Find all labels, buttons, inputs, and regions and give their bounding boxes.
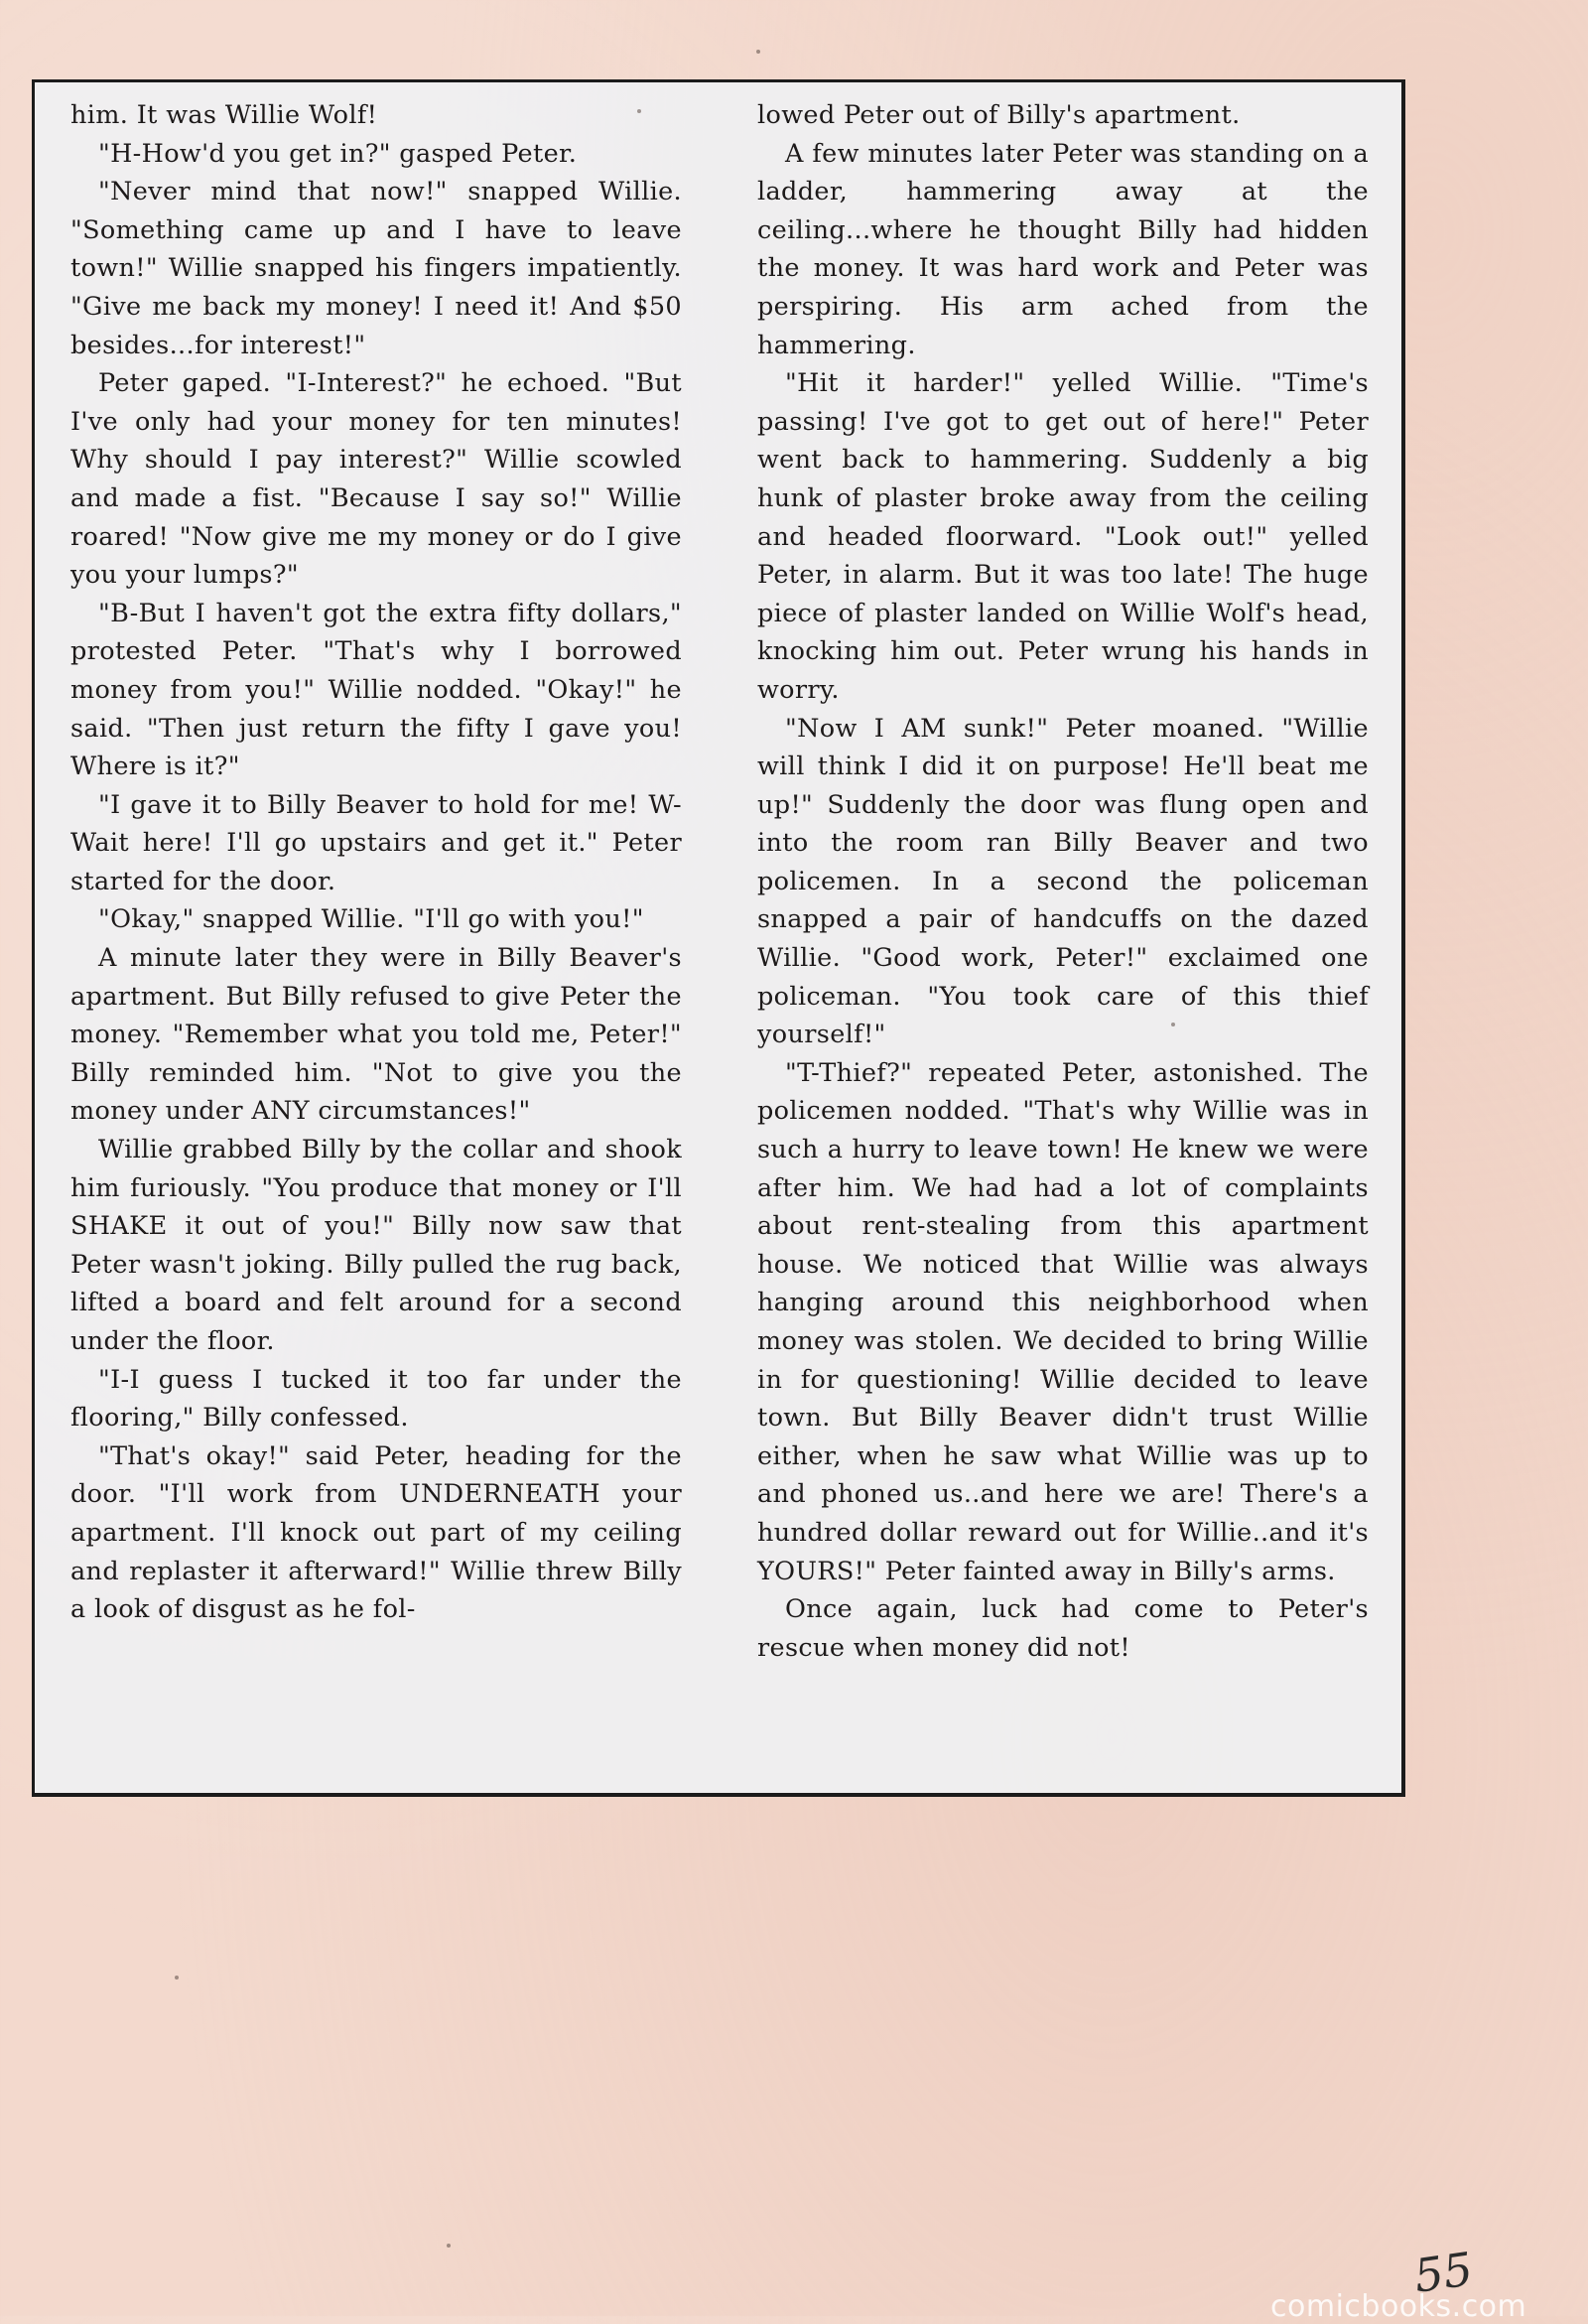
paragraph: Willie grabbed Billy by the collar and shook him furiously. "You produce that money or I'll SHAKE it out of you!" Billy now saw that Peter wasn't joking. Billy pulled the rug back, lifted a board and felt around for a second under the floor. [70, 1135, 682, 1356]
paragraph: "H-How'd you get in?" gasped Peter. [98, 138, 578, 169]
story-column-right [757, 96, 1369, 1667]
story-column-left [70, 96, 682, 1629]
page-number: 55 [1410, 2242, 1477, 2303]
paragraph: him. It was Willie Wolf! [70, 100, 378, 130]
paragraph: "T-Thief?" repeated Peter, astonished. The policemen nodded. "That's why Willie was in such a hurry to leave town! He knew we were after him. We had had a lot of complaints about rent-stealing from this apartment house. We noticed that Willie was always hanging around this neighborhood when money was stolen. We decided to bring Willie in for questioning! Willie decided to leave town. But Billy Beaver didn't trust Willie either, when he saw what Willie was up to and phoned us..and here we are! There's a hundred dollar reward out for Willie..and it's YOURS!" Peter fainted away in Billy's arms. [757, 1057, 1369, 1586]
paragraph: "B-But I haven't got the extra fifty dollars," protested Peter. "That's why I borrowed money from you!" Willie nodded. "Okay!" he said. "Then just return the fifty I gave you! Where is it?" [70, 598, 682, 782]
story-text-box [32, 79, 1405, 1797]
watermark: comicbooks.com [1270, 2289, 1527, 2324]
paragraph: Peter gaped. "I-Interest?" he echoed. "But I've only had your money for ten minutes! Why should I pay interest?" Willie scowled and made a fist. "Because I say so!" Willie roared! "Now give me my money or do I give you your lumps?" [70, 368, 682, 591]
paragraph: "Hit it harder!" yelled Willie. "Time's passing! I've got to get out of here!" Peter went back to hammering. Suddenly a big hunk of plaster broke away from the ceiling and headed floorward. "Look out!" yelled Peter, in alarm. But it was too late! The huge piece of plaster landed on Willie Wolf's head, knocking him out. Peter wrung his hands in worry. [757, 368, 1369, 705]
paragraph: Once again, luck had come to Peter's rescue when money did not! [757, 1594, 1369, 1663]
paragraph: "I-I guess I tucked it too far under the flooring," Billy confessed. [70, 1364, 682, 1434]
paragraph: "I gave it to Billy Beaver to hold for me! W-Wait here! I'll go upstairs and get it." Peter started for the door. [70, 789, 682, 896]
paragraph: "That's okay!" said Peter, heading for the door. "I'll work from UNDERNEATH your apartment. I'll knock out part of my ceiling and replaster it afterward!" Willie threw Billy a look of disgust as he fol- [70, 1440, 682, 1625]
paragraph: "Never mind that now!" snapped Willie. "Something came up and I have to leave town!" Willie snapped his fingers impatiently. "Give me back my money! I need it! And $50 besides...for interest!" [70, 177, 682, 360]
paper-speck [447, 2244, 451, 2248]
paper-speck [175, 1976, 179, 1980]
paper-speck [1171, 1023, 1175, 1026]
paper-speck [637, 109, 641, 113]
paper-speck [756, 50, 760, 54]
paragraph: lowed Peter out of Billy's apartment. [757, 100, 1241, 130]
paragraph: A minute later they were in Billy Beaver's apartment. But Billy refused to give Peter the money. "Remember what you told me, Peter!" Billy reminded him. "Not to give you the money under ANY circumstances!" [70, 943, 682, 1127]
paragraph: "Now I AM sunk!" Peter moaned. "Willie will think I did it on purpose! He'll beat me up!" Suddenly the door was flung open and into the room ran Billy Beaver and two policemen. In a second the policeman snapped a pair of handcuffs on the dazed Willie. "Good work, Peter!" exclaimed one policeman. "You took care of this thief yourself!" [757, 713, 1369, 1050]
paragraph: "Okay," snapped Willie. "I'll go with you!" [98, 904, 644, 935]
paragraph: A few minutes later Peter was standing on a ladder, hammering away at the ceiling...where he thought Billy had hidden the money. It was hard work and Peter was perspiring. His arm ached from the hammering. [757, 138, 1369, 360]
